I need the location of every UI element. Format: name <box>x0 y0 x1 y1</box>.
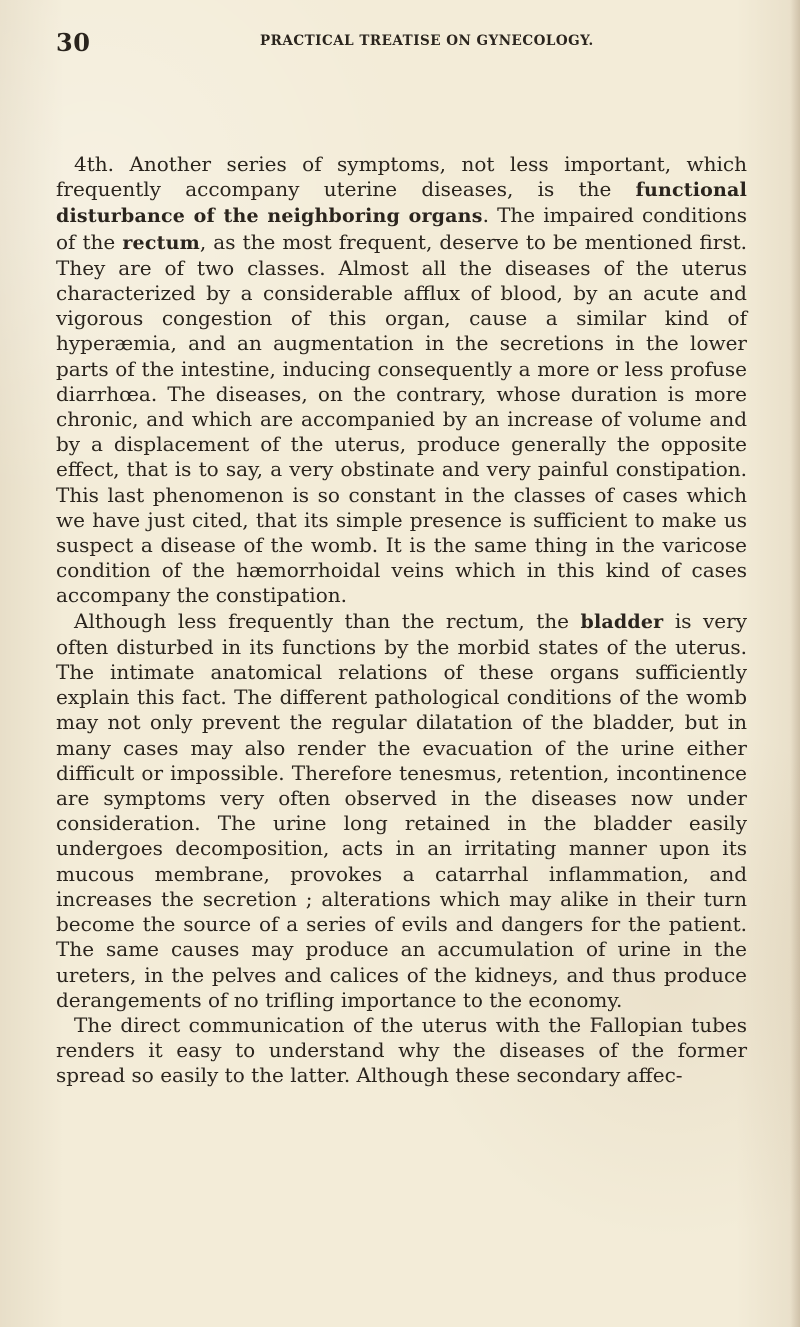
paragraph-text: . The impaired conditions of the <box>56 203 747 254</box>
paragraph-text: is very often disturbed in its functions by the morbid states of the uterus. The intimate anatomical relations of these organs sufficiently explain this fact. The different pathological conditions of the womb may not only prevent the regular dilatation of the bladder, but in many cases may also render the evacuation of the urine either difficult or impossible. Therefore tenesmus, retention, incontinence are symptoms very often observed in the diseases now under consideration. The urine long retained in the bladder easily undergoes decomposition, acts in an irritating manner upon its mucous membrane, provokes a catarrhal inflammation, and increases the secretion ; alterations which may alike in their turn become the source of a series of evils and dangers for the patient. The same causes may produce an accumulation of urine in the ureters, in the pelves and calices of the kidneys, and thus produce derangements of no trifling importance to the economy. <box>56 608 748 1012</box>
page-header <box>56 30 756 58</box>
page-number: 30 <box>56 28 91 57</box>
paragraph-text: Although less frequently than the rectum, the <box>74 608 581 633</box>
paragraph-text: 4th. Another series of symptoms, not less important, which frequently accompany uterine diseases, is the <box>56 152 747 202</box>
page-edge-shadow <box>790 0 800 1327</box>
body-text <box>56 152 747 1089</box>
paragraph-functional-disturbance <box>56 152 747 609</box>
paragraph-text: , as the most frequent, deserve to be mentioned first. They are of two classes. Almost all the diseases of the uterus characterized by a considerable afflux of blood, by an acute and vigorous congestion of this organ, cause a similar kind of hyperæmia, and an augmentation in the secretions in the lower parts of the intestine, inducing consequently a more or less profuse diarrhœa. The diseases, on the contrary, whose duration is more chronic, and which are accompanied by an increase of volume and by a displacement of the uterus, produce generally the opposite effect, that is to say, a very obstinate and very painful constipation. This last phenomenon is so constant in the classes of cases which we have just cited, that its simple presence is sufficient to make us suspect a disease of the womb. It is the same thing in the varicose condition of the hæmorrhoidal veins which in this kind of cases accompany the constipation. <box>56 229 747 608</box>
bold-term-functional-disturbance: functional disturbance of the neighboring organs <box>56 179 747 228</box>
running-head: PRACTICAL TREATISE ON GYNECOLOGY. <box>260 33 594 49</box>
bold-term-rectum: rectum <box>122 231 200 254</box>
paragraph-bladder <box>56 609 747 1013</box>
bold-term-bladder: bladder <box>580 610 664 633</box>
paragraph-fallopian <box>56 1013 747 1089</box>
paragraph-text: The direct communication of the uterus with the Fallopian tubes renders it easy to understand why the diseases of the former spread so easily to the latter. Although these secondary affec- <box>56 1012 747 1088</box>
